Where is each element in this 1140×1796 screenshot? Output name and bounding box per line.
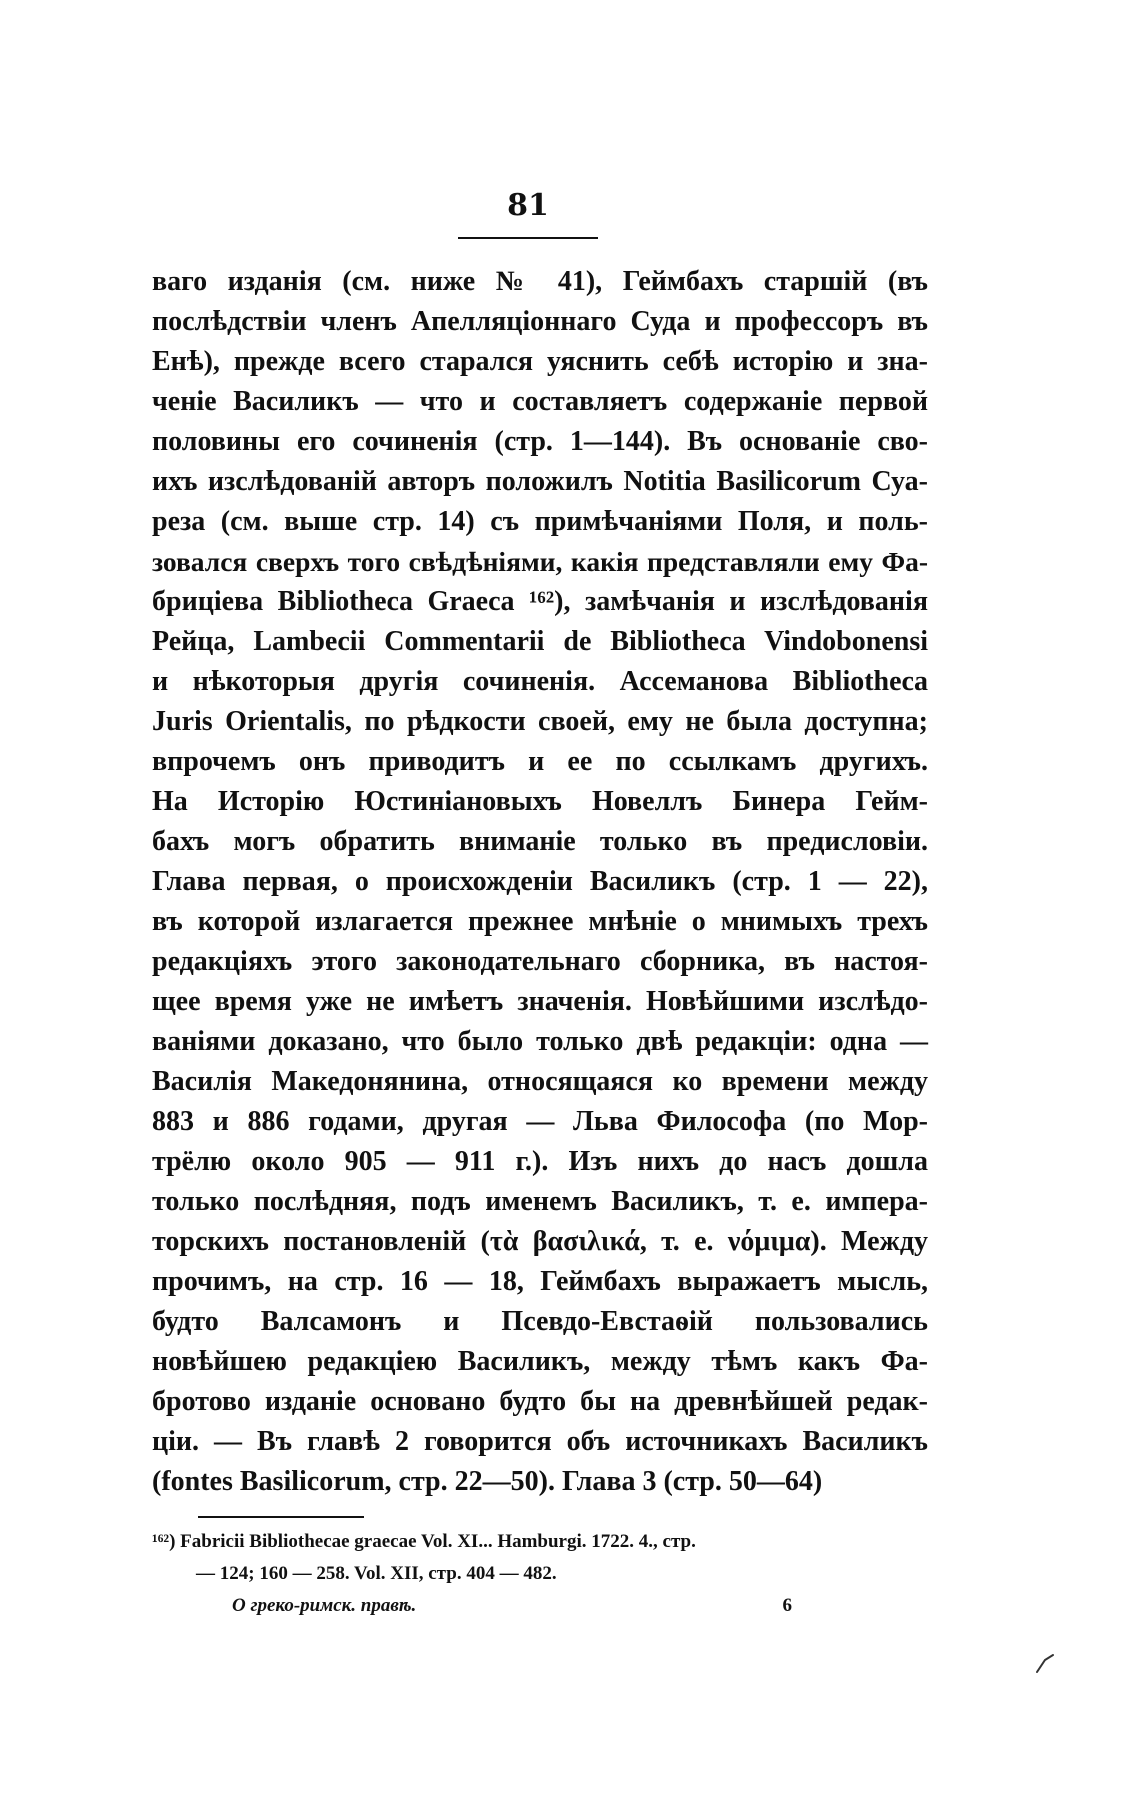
text-line: ченіе Василикъ — что и составляетъ содержаніе первой bbox=[152, 386, 928, 417]
text-line: трёлю около 905 — 911 г.). Изъ нихъ до насъ дошла bbox=[152, 1146, 928, 1177]
text-line: прочимъ, на стр. 16 — 18, Геймбахъ выражаетъ мысль, bbox=[152, 1266, 928, 1297]
text-line: бротово изданіе основано будто бы на древнѣйшей редак- bbox=[152, 1386, 928, 1417]
text-line: ваніями доказано, что было только двѣ редакціи: одна — bbox=[152, 1026, 928, 1057]
footnote-rule bbox=[198, 1516, 364, 1518]
text-line: (fontes Basilicorum, стр. 22—50). Глава 3 (стр. 50—64) bbox=[152, 1466, 823, 1497]
text-line: бриціева Bibliotheca Graeca ¹⁶²), замѣчанія и изслѣдованія bbox=[152, 586, 928, 617]
page-number-rule bbox=[458, 237, 598, 239]
text-line: въ которой излагается прежнее мнѣніе о мнимыхъ трехъ bbox=[152, 906, 928, 937]
text-line: Juris Orientalis, по рѣдкости своей, ему не была доступна; bbox=[152, 706, 928, 737]
text-line: редакціяхъ этого законодательнаго сборника, въ настоя- bbox=[152, 946, 928, 977]
text-line: Енѣ), прежде всего старался уяснить себѣ исторію и зна- bbox=[152, 346, 928, 377]
text-line: Рейца, Lambecii Commentarii de Bibliotheca Vindobonensi bbox=[152, 626, 928, 657]
text-line: реза (см. выше стр. 14) съ примѣчаніями Поля, и поль- bbox=[152, 506, 928, 537]
text-line: торскихъ постановленій (τὰ βασιλικά, т. е. νόμιμα). Между bbox=[152, 1226, 928, 1257]
footnote-line: — 124; 160 — 258. Vol. XII, стр. 404 — 482. bbox=[196, 1563, 557, 1584]
page-footer bbox=[232, 1590, 792, 1622]
signature-title: О греко-римск. правѣ. bbox=[232, 1595, 417, 1616]
text-line: бахъ могъ обратить вниманіе только въ предисловіи. bbox=[152, 826, 928, 857]
footnotes bbox=[152, 1526, 928, 1590]
text-line: щее время уже не имѣетъ значенія. Новѣйшими изслѣдо- bbox=[152, 986, 928, 1017]
signature-mark: 6 bbox=[782, 1595, 792, 1616]
text-line: только послѣдняя, подъ именемъ Василикъ, т. е. импера- bbox=[152, 1186, 928, 1217]
text-line: новѣйшею редакціею Василикъ, между тѣмъ какъ Фа- bbox=[152, 1346, 928, 1377]
text-line: половины его сочиненія (стр. 1—144). Въ основаніе сво- bbox=[152, 426, 928, 457]
text-line: будто Валсамонъ и Псевдо-Евстаѳій пользовались bbox=[152, 1306, 928, 1337]
footnote-line: ¹⁶²) Fabricii Bibliothecae graecae Vol. XI... Hamburgi. 1722. 4., стр. bbox=[152, 1531, 696, 1552]
body-text bbox=[152, 262, 928, 1502]
ink-mark bbox=[1034, 1652, 1056, 1674]
text-line: послѣдствіи членъ Апелляціоннаго Суда и профессоръ въ bbox=[152, 306, 928, 337]
text-line: и нѣкоторыя другія сочиненія. Ассеманова Bibliotheca bbox=[152, 666, 928, 697]
text-line: впрочемъ онъ приводитъ и ее по ссылкамъ другихъ. bbox=[152, 746, 928, 777]
text-line: зовался сверхъ того свѣдѣніями, какія представляли ему Фа- bbox=[152, 546, 928, 577]
text-line: ціи. — Въ главѣ 2 говорится объ источникахъ Василикъ bbox=[152, 1426, 928, 1457]
text-line: Василія Македонянина, относящаяся ко времени между bbox=[152, 1066, 928, 1097]
text-line: ихъ изслѣдованій авторъ положилъ Notitia Basilicorum Суа- bbox=[152, 466, 928, 497]
page-number: 81 bbox=[507, 188, 549, 223]
text-line: 883 и 886 годами, другая — Льва Философа (по Мор- bbox=[152, 1106, 928, 1137]
text-line: Глава первая, о происхожденіи Василикъ (стр. 1 — 22), bbox=[152, 866, 928, 897]
text-line: На Исторію Юстиніановыхъ Новеллъ Бинера Гейм- bbox=[152, 786, 928, 817]
text-line: ваго изданія (см. ниже № 41), Геймбахъ старшій (въ bbox=[152, 266, 928, 297]
